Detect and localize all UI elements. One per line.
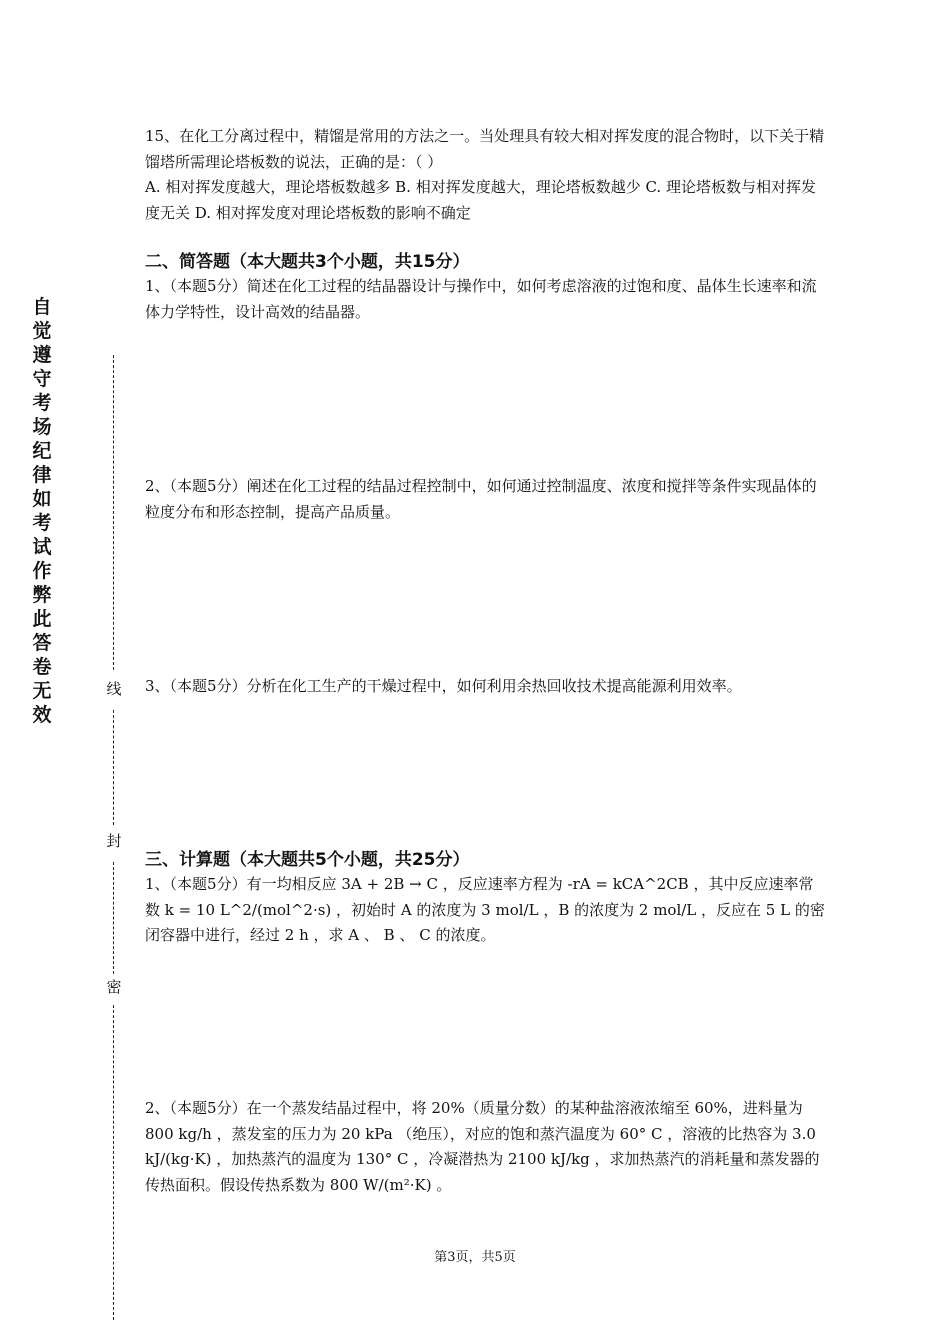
question-15-options: A. 相对挥发度越大，理论塔板数越多 B. 相对挥发度越大，理论塔板数越少 C. 理论塔板数与相对挥发度无关 D. 相对挥发度对理论塔板数的影响不确定 [145,178,816,222]
section-2-question-3: 3、（本题5分）分析在化工生产的干燥过程中，如何利用余热回收技术提高能源利用效率。 [145,677,742,695]
section-3-question-1: 1、（本题5分）有一均相反应 3A + 2B → C ，反应速率方程为 -rA = kCA^2CB ，其中反应速率常数 k = 10 L^2/(mol^2·s) ，初始时 A 的浓度为 3 mol/L ，B 的浓度为 2 mol/L ，反应在 5 L 的密闭容器中进行，经过 2 h ，求 A 、 B 、 C 的浓度。 [145,875,825,944]
section-2-question-1: 1、（本题5分）简述在化工过程的结晶器设计与操作中，如何考虑溶液的过饱和度、晶体生长速率和流体力学特性，设计高效的结晶器。 [145,277,817,321]
page-number: 第3页，共5页 [434,1250,516,1265]
section-3-question-2: 2、（本题5分）在一个蒸发结晶过程中，将 20%（质量分数）的某种盐溶液浓缩至 60%，进料量为 800 kg/h ，蒸发室的压力为 20 kPa （绝压），对应的饱和蒸汽温度为 60° C ，溶液的比热容为 3.0 kJ/(kg·K) ，加热蒸汽的温度为 130° C ，冷凝潜热为 2100 kJ/kg ，求加热蒸汽的消耗量和蒸发器的传热面积。假设传热系数为 800 W/(m²·K) 。 [145,1099,820,1194]
binding-dashed-line [113,862,114,974]
exam-discipline-notice: 自觉遵守考场纪律如考试作弊此答卷无效 [32,296,52,726]
section-3-title: 三、计算题（本大题共5个小题，共25分） [145,850,470,870]
section-2-question-2: 2、（本题5分）阐述在化工过程的结晶过程控制中，如何通过控制温度、浓度和搅拌等条件实现晶体的粒度分布和形态控制，提高产品质量。 [145,477,817,521]
binding-dashed-line [113,355,114,670]
question-15-stem: 15、在化工分离过程中，精馏是常用的方法之一。当处理具有较大相对挥发度的混合物时，以下关于精馏塔所需理论塔板数的说法，正确的是：（ ） [145,127,825,171]
section-2-title: 二、简答题（本大题共3个小题，共15分） [145,252,470,272]
binding-seal-char: 封 [106,832,122,850]
binding-dashed-line [113,710,114,825]
binding-line-char: 线 [106,680,122,698]
binding-dashed-line [113,1005,114,1320]
binding-secret-char: 密 [106,978,122,996]
